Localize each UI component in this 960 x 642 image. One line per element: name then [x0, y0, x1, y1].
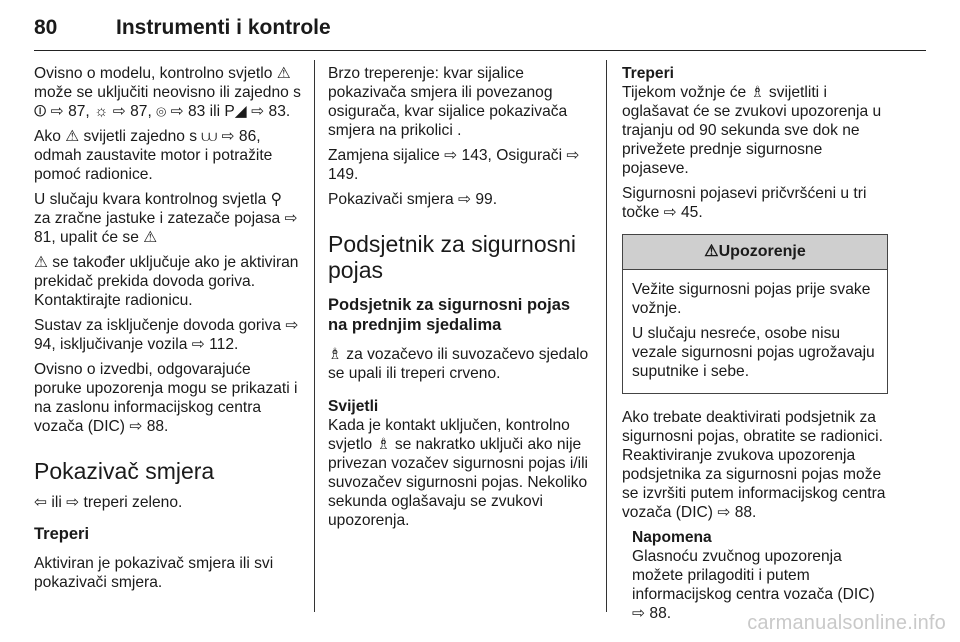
paragraph: Brzo treperenje: kvar sijalice pokazivača smjera ili povezanog osigurača, kvar sijalice pokazivača smjera na prikolici .: [328, 65, 568, 139]
paragraph-text: Kada je kontakt uključen, kontrolno svjetlo ♗ se nakratko uključi ako nije privezan vozačev sigurnosni pojas i/ili suvozačev sigurnosni pojas. Nekoliko sekunda oglašavaju se zvukovi upozorenja.: [328, 417, 589, 529]
paragraph-text: Tijekom vožnje će ♗ svijetliti i oglašavat će se zvukovi upozorenja u trajanju od 90 sekunda sve dok ne privežete prednje sigurnosne pojaseve.: [622, 84, 882, 177]
page-header: [34, 6, 926, 51]
column-middle: [328, 64, 590, 536]
paragraph: Pokazivači smjera ⇨ 99.: [328, 191, 498, 208]
warning-text: U slučaju nesreće, osobe nisu vezale sigurnosni pojas ugrožavaju suputnike i sebe.: [632, 325, 875, 380]
section-heading-turn-signal: Pokazivač smjera: [34, 458, 215, 484]
paragraph: ⚠ se također uključuje ako je aktiviran prekidač prekida dovoda goriva. Kontaktirajte radionicu.: [34, 254, 299, 309]
paragraph: ♗ za vozačevo ili suvozačevo sjedalo se upali ili treperi crveno.: [328, 346, 589, 382]
warning-box: [622, 234, 888, 394]
paragraph: [328, 397, 590, 530]
paragraph-lead: Svijetli: [328, 398, 379, 415]
watermark: carmanualsonline.info: [747, 612, 946, 634]
column-left: [34, 64, 302, 598]
section-heading-seat-belt-reminder: Podsjetnik za sigurnosni pojas: [328, 231, 577, 283]
paragraph: Ako ⚠ svijetli zajedno s ⩊ ⇨ 86, odmah zaustavite motor i potražite pomoć radionice.: [34, 128, 273, 183]
paragraph: Sigurnosni pojasevi pričvršćeni u tri točke ⇨ 45.: [622, 185, 867, 221]
note-title: Napomena: [632, 529, 712, 546]
paragraph-lead: Treperi: [622, 65, 675, 82]
paragraph: Ovisno o izvedbi, odgovarajuće poruke upozorenja mogu se prikazati i na zaslonu informacijskog centra vozača (DIC) ⇨ 88.: [34, 361, 298, 435]
warning-title: ⚠Upozorenje: [623, 235, 887, 270]
note-text: Glasnoću zvučnog upozorenja možete prilagoditi i putem informacijskog centra vozača (DIC) ⇨ 88.: [632, 548, 875, 622]
paragraph: Sustav za isključenje dovoda goriva ⇨ 94, isključivanje vozila ⇨ 112.: [34, 317, 299, 353]
paragraph: [622, 64, 888, 178]
paragraph: Ovisno o modelu, kontrolno svjetlo ⚠ može se uključiti neovisno ili zajedno s ⏼ ⇨ 87, ☼ ⇨ 87, ⦾ ⇨ 83 ili P◢ ⇨ 83.: [34, 65, 301, 120]
warning-body: [623, 270, 887, 393]
paragraph: U slučaju kvara kontrolnog svjetla ⚲ za zračne jastuke i zatezače pojasa ⇨ 81, upalit će se ⚠: [34, 191, 298, 246]
note-box: [632, 528, 888, 623]
paragraph: ⇦ ili ⇨ treperi zeleno.: [34, 494, 183, 511]
subheading-front-seats: Podsjetnik za sigurnosni pojas na prednjim sjedalima: [328, 296, 571, 334]
column-divider: [606, 60, 607, 612]
paragraph: Zamjena sijalice ⇨ 143, Osigurači ⇨ 149.: [328, 147, 580, 183]
paragraph: Aktiviran je pokazivač smjera ili svi pokazivači smjera.: [34, 555, 274, 591]
subheading-flashing: Treperi: [34, 525, 90, 543]
page-title: Instrumenti i kontrole: [116, 16, 331, 39]
column-right: [622, 64, 888, 623]
page-number: 80: [34, 16, 58, 39]
warning-text: Vežite sigurnosni pojas prije svake vožnje.: [632, 281, 871, 317]
paragraph: Ako trebate deaktivirati podsjetnik za sigurnosni pojas, obratite se radionici. Reaktiviranje zvukova upozorenja podsjetnika za sigurnosni pojas može se izvršiti putem informacijskog centra vozača (DIC) ⇨ 88.: [622, 409, 886, 521]
column-divider: [314, 60, 315, 612]
